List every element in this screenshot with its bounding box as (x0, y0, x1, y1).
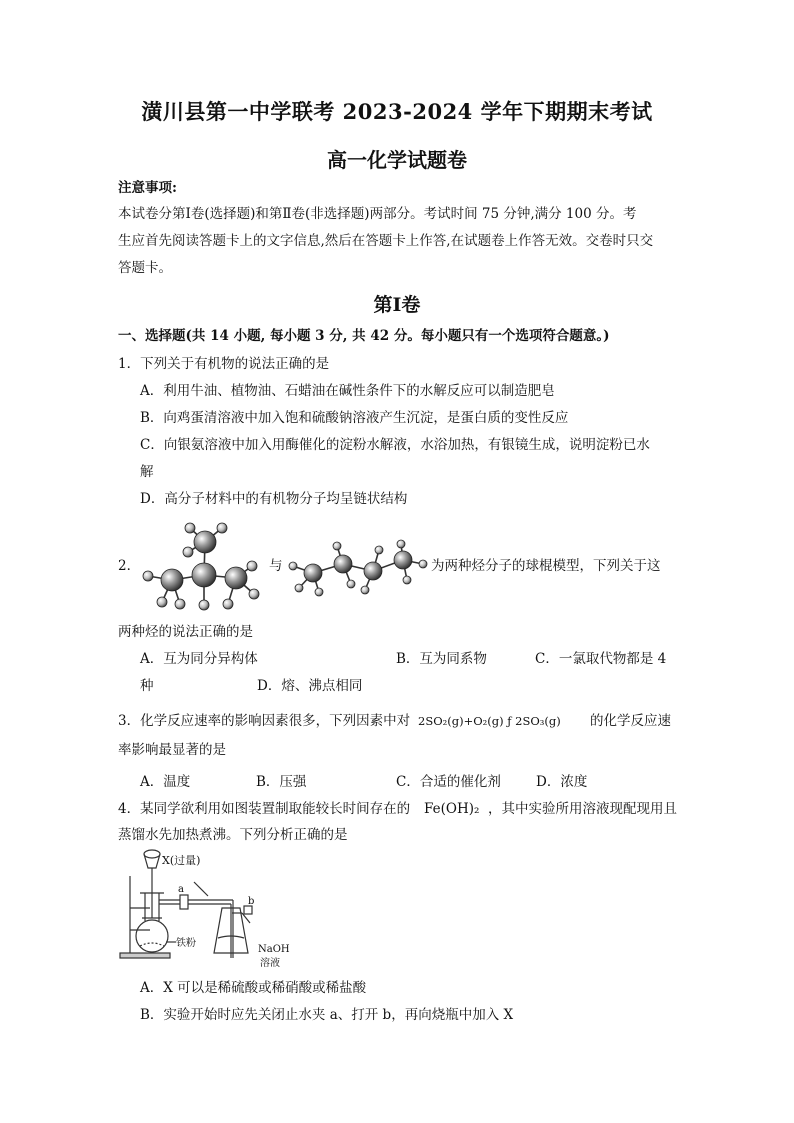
q2-option-b: B．互为同系物 (396, 651, 487, 667)
q1-option-b: B．向鸡蛋清溶液中加入饱和硫酸钠溶液产生沉淀，是蛋白质的变性反应 (140, 410, 569, 426)
q1-option-d: D．高分子材料中的有机物分子均呈链状结构 (140, 491, 408, 507)
q2-option-d: D．熔、沸点相同 (257, 678, 363, 694)
q2-option-c: C．一氯取代物都是 4 (535, 651, 667, 667)
fig-label-x: X(过量) (162, 854, 201, 867)
isobutane-ball-stick-model (140, 520, 260, 615)
notice-line-1: 本试卷分第Ⅰ卷(选择题)和第Ⅱ卷(非选择题)两部分。考试时间 75 分钟,满分 100 分。考 (118, 206, 637, 222)
exam-title: 潢川县第一中学联考 2023-2024 学年下期期末考试 (141, 99, 653, 124)
fig-label-a: a (178, 884, 184, 895)
notice-line-2: 生应首先阅读答题卡上的文字信息,然后在答题卡上作答,在试题卷上作答无效。交卷时只交 (118, 233, 654, 249)
q4-stem-b: ，其中实验所用溶液现配现用且 (488, 801, 677, 817)
q4-stem-a: 4．某同学欲利用如图装置制取能较长时间存在的 (118, 801, 411, 817)
fig-label-b: b (248, 896, 255, 907)
notice-heading: 注意事项: (118, 180, 177, 196)
fig-label-iron: 铁粉 (176, 938, 196, 949)
q4-stem-line2: 蒸馏水先加热煮沸。下列分析正确的是 (118, 827, 348, 843)
q2-option-c-cont: 种 (140, 678, 154, 694)
q3-option-d: D．浓度 (536, 774, 588, 790)
butane-ball-stick-model (285, 540, 435, 600)
q3-stem-b: 的化学反应速 (590, 713, 671, 729)
q3-stem-a: 3．化学反应速率的影响因素很多，下列因素中对 (118, 713, 411, 729)
q1-option-a: A．利用牛油、植物油、石蜡油在碱性条件下的水解反应可以制造肥皂 (140, 383, 555, 399)
q1-stem: 1．下列关于有机物的说法正确的是 (118, 356, 330, 372)
q4-formula: Fe(OH)₂ (424, 801, 480, 817)
q2-stem-line2: 两种烃的说法正确的是 (118, 624, 253, 640)
apparatus-diagram (118, 848, 298, 973)
q3-option-a: A．温度 (140, 774, 191, 790)
q4-option-b: B．实验开始时应先关闭止水夹 a、打开 b，再向烧瓶中加入 X (140, 1007, 514, 1023)
fig-label-solution: 溶液 (260, 958, 280, 969)
q3-option-c: C．合适的催化剂 (396, 774, 501, 790)
q1-option-c: C．向银氨溶液中加入用酶催化的淀粉水解液，水浴加热，有银镜生成，说明淀粉已水 (140, 437, 650, 453)
notice-line-3: 答题卡。 (118, 260, 172, 276)
section-instruction: 一、选择题(共 14 小题, 每小题 3 分, 共 42 分。每小题只有一个选项符合题意。) (118, 328, 610, 344)
q2-stem-tail: 为两种烃分子的球棍模型，下列关于这 (431, 558, 661, 574)
q3-equation: 2SO₂(g)+O₂(g) ƒ 2SO₃(g) (418, 714, 561, 728)
q2-option-a: A．互为同分异构体 (140, 651, 258, 667)
fig-label-naoh: NaOH (258, 944, 290, 955)
q1-option-c-cont: 解 (140, 464, 154, 480)
q2-number: 2． (118, 558, 141, 574)
q3-stem-line2: 率影响最显著的是 (118, 742, 226, 758)
q4-option-a: A．X 可以是稀硫酸或稀硝酸或稀盐酸 (140, 980, 367, 996)
q3-option-b: B．压强 (256, 774, 307, 790)
exam-subtitle: 高一化学试题卷 (327, 148, 467, 172)
q2-with-text: 与 (269, 558, 283, 574)
section-title: 第Ⅰ卷 (373, 294, 421, 316)
